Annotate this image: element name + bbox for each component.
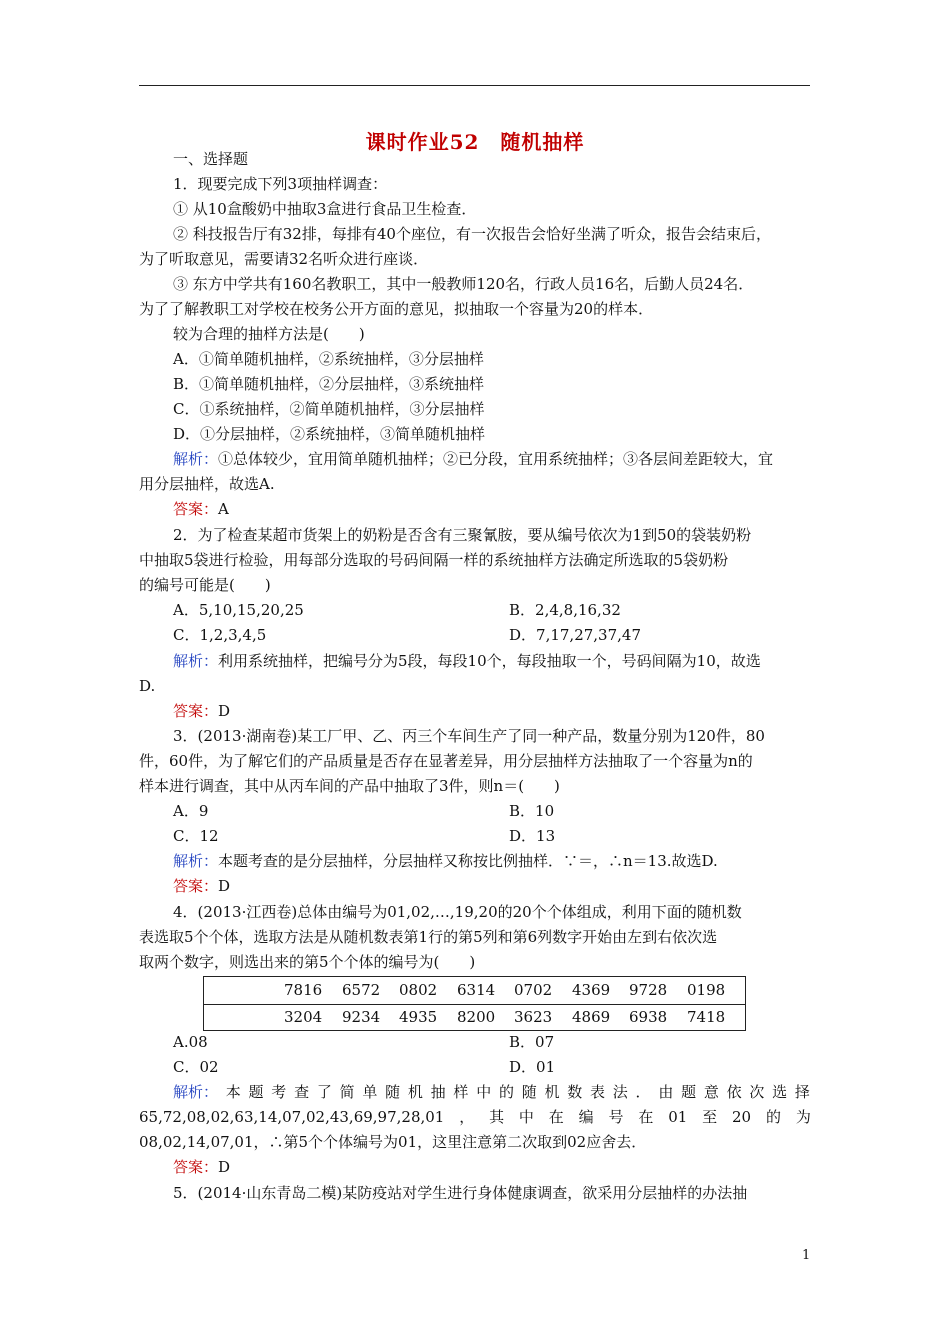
table-cell: 3204: [284, 1008, 323, 1026]
analysis-word: 01: [668, 1108, 688, 1126]
analysis-word: 选: [772, 1083, 788, 1101]
q4-option-c: C．02: [173, 1058, 219, 1076]
analysis-word: 题: [248, 1083, 264, 1101]
header-rule: [139, 85, 810, 86]
q1-stem: 1．现要完成下列3项抽样调查：: [173, 175, 388, 193]
analysis-word: ，: [459, 1108, 475, 1126]
analysis-word: 择: [794, 1083, 810, 1101]
q4-option-d: D．01: [509, 1058, 556, 1076]
analysis-word: 样: [453, 1083, 469, 1101]
q1-item-1: ① 从10盒酸奶中抽取3盒进行食品卫生检查．: [173, 200, 477, 218]
q4-stem: 4．(2013·江西卷)总体由编号为01,02,…,19,20的20个个体组成，利用下面的随机数: [173, 903, 742, 921]
analysis-word: 机: [544, 1083, 560, 1101]
q2-option-d: D．7,17,27,37,47: [509, 626, 641, 644]
q2-answer: [173, 701, 230, 721]
table-cell: 6938: [629, 1008, 668, 1026]
answer-label: 答案：: [173, 1158, 219, 1176]
analysis-word: 中: [518, 1108, 534, 1126]
q3-option-c: C．12: [173, 827, 219, 845]
q2-stem: 2．为了检查某超市货架上的奶粉是否含有三聚氰胺，要从编号依次为1到50的袋装奶粉: [173, 526, 752, 544]
q4-option-a: A.08: [173, 1033, 208, 1051]
analysis-text: ①总体较少，宜用简单随机抽样；②已分段，宜用系统抽样；③各层间差距较大，宜: [218, 450, 774, 468]
table-cell: 9234: [342, 1008, 381, 1026]
q1-analysis-cont: 用分层抽样，故选A.: [139, 475, 275, 493]
answer-value: D: [218, 877, 231, 895]
table-cell: 3623: [514, 1008, 553, 1026]
q2-analysis: [173, 651, 761, 671]
analysis-word: 的: [498, 1083, 514, 1101]
q3-answer: [173, 876, 230, 896]
analysis-word: 单: [362, 1083, 378, 1101]
analysis-word: 依: [726, 1083, 742, 1101]
page-number: 1: [802, 1248, 811, 1263]
q2-option-b: B．2,4,8,16,32: [509, 601, 621, 619]
table-cell: 4869: [572, 1008, 611, 1026]
random-number-table: [203, 976, 746, 1031]
page-title: 课时作业52 随机抽样: [365, 130, 585, 154]
analysis-word: 意: [703, 1083, 719, 1101]
q2-stem-cont-1: 中抽取5袋进行检验，用每部分选取的号码间隔一样的系统抽样方法确定所选取的5袋奶粉: [139, 551, 729, 569]
analysis-word: 在: [548, 1108, 564, 1126]
analysis-word: 考: [271, 1083, 287, 1101]
q4-analysis-cont-2: 08,02,14,07,01，∴第5个个体编号为01，这里注意第二次取到02应舍去．: [139, 1133, 647, 1151]
analysis-word: ．: [635, 1083, 651, 1101]
q1-item-3-cont: 为了了解教职工对学校在校务公开方面的意见，拟抽取一个容量为20的样本．: [139, 300, 654, 318]
analysis-word: 随: [385, 1083, 401, 1101]
q4-analysis: [173, 1082, 810, 1102]
analysis-word: 简: [339, 1083, 355, 1101]
analysis-word: 本: [225, 1083, 241, 1101]
q1-option-d: D．①分层抽样，②系统抽样，③简单随机抽样: [173, 425, 486, 443]
q1-question: 较为合理的抽样方法是( ): [173, 325, 365, 343]
analysis-word: 随: [521, 1083, 537, 1101]
table-row: [204, 977, 745, 1005]
analysis-word: 其: [489, 1108, 505, 1126]
analysis-word: 的: [765, 1108, 781, 1126]
q1-item-2: ② 科技报告厅有32排，每排有40个座位，有一次报告会恰好坐满了听众，报告会结束后，: [173, 225, 771, 243]
analysis-text: 本题考查的是分层抽样，分层抽样又称按比例抽样．∵＝，∴n＝13.故选D.: [218, 852, 718, 870]
table-cell: 6572: [342, 981, 381, 999]
analysis-label: 解析：: [173, 1083, 219, 1101]
analysis-word: 在: [638, 1108, 654, 1126]
q1-item-3: ③ 东方中学共有160名教职工，其中一般教师120名，行政人员16名，后勤人员24名．: [173, 275, 754, 293]
analysis-word: 机: [407, 1083, 423, 1101]
q3-analysis: [173, 851, 718, 871]
table-cell: 0802: [399, 981, 438, 999]
q3-option-b: B．10: [509, 802, 555, 820]
answer-value: D: [218, 1158, 231, 1176]
table-cell: 7418: [687, 1008, 726, 1026]
table-cell: 7816: [284, 981, 323, 999]
analysis-word: 数: [567, 1083, 583, 1101]
analysis-word: 抽: [430, 1083, 446, 1101]
table-cell: 0702: [514, 981, 553, 999]
q4-answer: [173, 1157, 230, 1177]
answer-label: 答案：: [173, 702, 219, 720]
analysis-word: 次: [749, 1083, 765, 1101]
analysis-word: 至: [702, 1108, 718, 1126]
q2-option-c: C．1,2,3,4,5: [173, 626, 267, 644]
analysis-word: 表: [590, 1083, 606, 1101]
q1-item-2-cont: 为了听取意见，需要请32名听众进行座谈．: [139, 250, 429, 268]
answer-label: 答案：: [173, 877, 219, 895]
answer-label: 答案：: [173, 500, 219, 518]
q1-option-a: A．①简单随机抽样，②系统抽样，③分层抽样: [173, 350, 484, 368]
section-heading: 一、选择题: [173, 150, 249, 168]
q3-option-a: A．9: [173, 802, 209, 820]
q1-option-b: B．①简单随机抽样，②分层抽样，③系统抽样: [173, 375, 485, 393]
q2-analysis-cont: D.: [139, 677, 156, 695]
analysis-label: 解析：: [173, 450, 219, 468]
analysis-label: 解析：: [173, 652, 219, 670]
analysis-word: 了: [316, 1083, 332, 1101]
q2-option-a: A．5,10,15,20,25: [173, 601, 304, 619]
q3-stem-cont-2: 样本进行调查，其中从丙车间的产品中抽取了3件，则n＝( ): [139, 777, 560, 795]
table-row: [204, 1004, 745, 1031]
analysis-word: 65,72,08,02,63,14,07,02,43,69,97,28,01: [139, 1108, 445, 1126]
analysis-word: 法: [612, 1083, 628, 1101]
q5-stem: 5．(2014·山东青岛二模)某防疫站对学生进行身体健康调查，欲采用分层抽样的办法抽: [173, 1184, 748, 1202]
analysis-word: 20: [732, 1108, 752, 1126]
answer-value: A: [218, 500, 229, 518]
answer-value: D: [218, 702, 231, 720]
table-cell: 4935: [399, 1008, 438, 1026]
analysis-word: 为: [795, 1108, 811, 1126]
analysis-text: 利用系统抽样，把编号分为5段，每段10个，每段抽取一个，号码间隔为10，故选: [218, 652, 761, 670]
q4-stem-cont-2: 取两个数字，则选出来的第5个个体的编号为( ): [139, 953, 476, 971]
q4-analysis-cont-1: [139, 1107, 811, 1127]
q3-option-d: D．13: [509, 827, 556, 845]
q1-analysis: [173, 449, 773, 469]
table-cell: 8200: [457, 1008, 496, 1026]
q1-answer: [173, 499, 229, 519]
analysis-word: 查: [294, 1083, 310, 1101]
q1-option-c: C．①系统抽样，②简单随机抽样，③分层抽样: [173, 400, 485, 418]
table-cell: 9728: [629, 981, 668, 999]
analysis-word: 编: [578, 1108, 594, 1126]
q4-stem-cont-1: 表选取5个个体，选取方法是从随机数表第1行的第5列和第6列数字开始由左到右依次选: [139, 928, 718, 946]
table-cell: 0198: [687, 981, 726, 999]
analysis-word: 由: [658, 1083, 674, 1101]
q3-stem-cont-1: 件，60件，为了解它们的产品质量是否存在显著差异，用分层抽样方法抽取了一个容量为n的: [139, 752, 753, 770]
table-cell: 4369: [572, 981, 611, 999]
analysis-label: 解析：: [173, 852, 219, 870]
analysis-word: 号: [608, 1108, 624, 1126]
analysis-word: 中: [476, 1083, 492, 1101]
q2-stem-cont-2: 的编号可能是( ): [139, 576, 271, 594]
q4-option-b: B．07: [509, 1033, 555, 1051]
analysis-word: 题: [681, 1083, 697, 1101]
q3-stem: 3．(2013·湖南卷)某工厂甲、乙、丙三个车间生产了同一种产品，数量分别为120件，80: [173, 727, 765, 745]
table-cell: 6314: [457, 981, 496, 999]
